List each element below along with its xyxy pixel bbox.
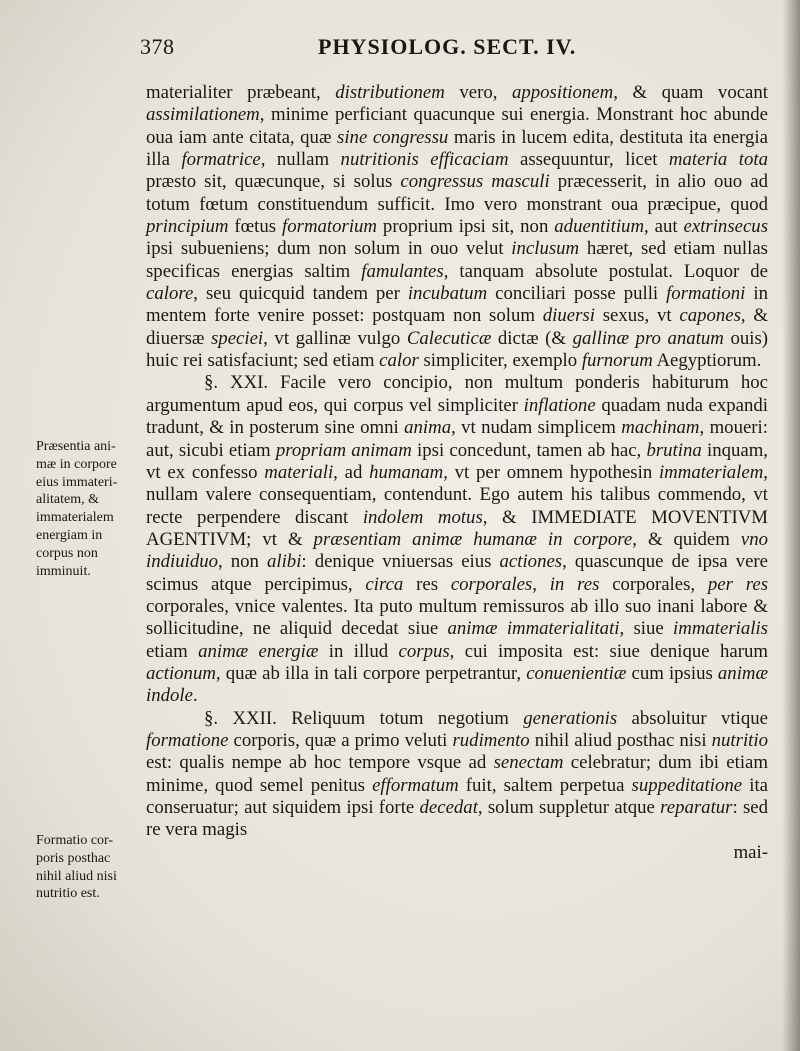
italic-run: furnorum — [581, 350, 653, 372]
text-run: , non — [218, 551, 267, 573]
text-run: , aut — [644, 216, 684, 238]
italic-run: speciei — [211, 327, 264, 349]
text-run: præcesserit, in alio ouo ad totum fœtum constituendum sufficit. Imo vero monstrant oua præcipue, quod — [146, 171, 768, 215]
margin-note-line: corpus non — [36, 545, 98, 561]
margin-note-line: Formatio cor- — [36, 833, 114, 848]
text-run: , quascunque de ipsa vere scimus atque percipimus, — [146, 551, 768, 595]
italic-run: conuenientiæ — [526, 662, 627, 684]
text-run: nihil aliud posthac nisi — [529, 729, 712, 751]
italic-run: appositionem — [511, 82, 614, 103]
italic-run: sine congressu — [337, 126, 449, 148]
text-run: fuit, saltem perpetua — [458, 774, 632, 796]
paragraph-continued — [146, 82, 768, 372]
section-number-21: §. XXI. — [204, 372, 269, 394]
italic-run: senectam — [493, 752, 564, 774]
italic-run: indolem motus — [362, 506, 483, 528]
margin-note-line: imminuit. — [36, 563, 91, 579]
italic-run: immaterialis — [673, 618, 768, 640]
italic-run: animæ immaterialitati — [447, 618, 620, 640]
body-text — [146, 82, 768, 864]
margin-note-formation — [36, 832, 146, 903]
text-run: absoluitur vtique — [617, 707, 768, 729]
italic-run: distributionem — [335, 82, 445, 103]
italic-run: inflatione — [523, 394, 596, 416]
text-run: dictæ (& — [491, 327, 573, 349]
italic-run: efformatum — [372, 774, 459, 796]
italic-run: extrinsecus — [683, 216, 769, 238]
italic-run: gallinæ pro anatum — [572, 327, 724, 349]
text-run: sexus, vt — [594, 305, 680, 327]
text-run: simpliciter, exemplo — [418, 350, 582, 372]
italic-run: rudimento — [452, 729, 530, 751]
italic-run: assimilationem — [146, 104, 260, 126]
text-run: in mentem forte venire posset: postquam non solum — [146, 283, 768, 327]
italic-run: actionum — [146, 662, 216, 684]
italic-run: famulantes — [361, 260, 444, 282]
text-run: , solum suppletur atque — [477, 797, 661, 818]
text-run: , vt nudam simplicem — [451, 417, 622, 439]
italic-run: immaterialem — [658, 461, 764, 483]
text-run: ita conseruatur; aut siquidem ipsi forte — [146, 774, 768, 818]
italic-run: diuersi — [542, 305, 595, 327]
italic-run: corporales — [450, 573, 533, 595]
text-run: in illud — [318, 640, 399, 662]
italic-run: humanam — [369, 461, 444, 483]
italic-run: animæ energiæ — [198, 640, 319, 662]
italic-run: incubatum — [407, 283, 488, 305]
text-run: materialiter præbeant, — [146, 82, 336, 103]
text-run: Facile vero concipio, non multum ponderis habiturum hoc argumentum apud eos, qui corpus vel simpliciter — [146, 372, 768, 416]
italic-run: propriam animam — [275, 439, 412, 461]
italic-run: materiali — [264, 461, 334, 483]
text-run: fœtus — [228, 216, 283, 238]
text-run: , tanquam absolute postulat. Loquor de — [443, 260, 768, 282]
italic-run: anima — [404, 417, 452, 439]
text-run: assequuntur, licet — [508, 149, 669, 171]
italic-run: nutritio — [711, 729, 768, 751]
italic-run: circa — [365, 573, 404, 595]
text-run: , minime perficiant quacunque sui energia. Monstrant hoc abunde oua iam ante citata, quæ — [146, 104, 768, 148]
text-run: hæret, sed etiam nullas specificas energias saltim — [146, 238, 768, 282]
italic-run: per res — [707, 573, 768, 595]
text-run: etiam — [146, 640, 199, 662]
page-gutter-shadow — [782, 0, 800, 1051]
text-run: Reliquum totum negotium — [276, 707, 524, 729]
text-run: ipsi concedunt, tamen ab hac, — [411, 439, 647, 461]
italic-run: aduentitium — [554, 216, 645, 238]
text-run: maris in lucem edita, destituta ita energia illa — [146, 126, 768, 171]
margin-note-presence-of-soul — [36, 438, 146, 580]
text-run: cum ipsius — [626, 662, 718, 684]
text-run: : sed re vera magis — [146, 797, 769, 841]
margin-note-line: immaterialem — [36, 510, 114, 526]
italic-run: corpus — [398, 640, 450, 662]
margin-note-line: eius immateri- — [36, 474, 118, 490]
italic-run: Calecuticæ — [406, 327, 492, 349]
italic-run: machinam — [621, 417, 700, 439]
text-run: præsto sit, quæcunque, si solus — [146, 171, 401, 193]
text-run: , cui imposita est: siue denique harum — [449, 640, 768, 662]
text-run: , siue — [619, 618, 674, 640]
text-run: corporales, vnice valentes. Ita puto multum remissuros ab illo suo inani labore & sollicitudine, ne aliquid decedat siue — [146, 595, 768, 640]
running-head: PHYSIOLOG. SECT. IV. — [318, 34, 577, 59]
text-run: conciliari posse pulli — [487, 283, 667, 305]
margin-note-line: nutritio est. — [36, 886, 100, 902]
paragraph-21-text — [146, 372, 768, 706]
italic-run: alibi — [266, 551, 302, 573]
text-run: , quæ ab illa in tali corpore perpetrantur, — [215, 662, 527, 684]
italic-run: reparatur — [660, 797, 733, 818]
text-run: , nullam valere consequentiam, contendunt. Ego autem his talibus commendo, vt recte perpendere discant — [146, 461, 768, 528]
page-number: 378 — [140, 34, 175, 59]
text-run: res — [403, 573, 451, 595]
italic-run: præsentiam animæ humanæ in corpore — [313, 528, 633, 550]
text-run: quadam nuda expandi tradunt, & in posterum sine omni — [146, 394, 769, 439]
margin-note-line: Præsentia ani- — [36, 439, 116, 454]
text-run: , seu quicquid tandem per — [193, 283, 408, 305]
catchword: mai- — [733, 841, 768, 863]
text-run: , — [532, 573, 550, 595]
text-run: . — [192, 685, 198, 707]
italic-run: actiones — [499, 551, 563, 573]
text-run: vero, — [444, 82, 512, 103]
italic-run: vno indiuiduo — [146, 528, 768, 573]
text-run: inquam, vt ex confesso — [146, 439, 768, 483]
italic-run: formatorium — [282, 216, 377, 238]
italic-run: calore — [146, 283, 194, 305]
italic-run: animæ indole — [146, 662, 768, 707]
text-run: , ad — [333, 461, 370, 483]
margin-note-line: nihil aliud nisi — [36, 868, 117, 884]
text-run: corporales, — [599, 573, 708, 595]
text-run: , moueri: aut, sicubi etiam — [146, 417, 768, 461]
margin-note-line: alitatem, & — [36, 492, 99, 508]
italic-run: inclusum — [511, 238, 580, 260]
paragraph-section-21 — [146, 372, 768, 707]
text-run: , & diuersæ — [146, 305, 769, 349]
text-run: Aegyptiorum. — [652, 350, 762, 372]
text-run: , vt gallinæ vulgo — [263, 327, 407, 349]
text-run: : denique vniuersas eius — [301, 551, 500, 573]
text-run: proprium ipsi sit, non — [377, 216, 555, 238]
italic-run: principium — [146, 216, 229, 238]
margin-note-line: poris posthac — [36, 850, 111, 866]
italic-run: brutina — [646, 439, 702, 461]
text-run: ouis) huic rei satisfaciunt; sed etiam — [146, 327, 769, 372]
paragraph-section-22 — [146, 708, 768, 842]
page-header — [140, 34, 760, 64]
italic-run: nutritionis efficaciam — [340, 149, 509, 171]
italic-run: congressus masculi — [400, 171, 550, 193]
section-number-22: §. XXII. — [204, 707, 277, 729]
italic-run: generationis — [523, 707, 618, 729]
italic-run: in res — [549, 573, 600, 595]
text-run: , nullam — [260, 149, 341, 171]
text-run: ipsi subueniens; dum non solum in ouo velut — [146, 238, 512, 260]
italic-run: materia tota — [668, 149, 768, 171]
italic-run: calor — [379, 350, 419, 372]
text-run: corporis, quæ a primo veluti — [228, 729, 453, 751]
text-run: , & quam vocant — [613, 82, 768, 103]
text-run: , & quidem — [632, 528, 741, 550]
italic-run: capones — [679, 305, 741, 327]
margin-note-line: mæ in corpore — [36, 456, 117, 472]
italic-run: formatione — [146, 729, 229, 751]
margin-note-line: energiam in — [36, 527, 103, 543]
text-run: celebratur; dum ibi etiam minime, quod semel penitus — [146, 752, 768, 796]
text-run: , & IMMEDIATE MOVENTIVM AGENTIVM; vt & — [146, 506, 768, 550]
italic-run: formatrice — [181, 149, 261, 171]
italic-run: suppeditatione — [631, 774, 743, 796]
italic-run: decedat — [419, 797, 478, 818]
text-run: , vt per omnem hypothesin — [443, 461, 659, 483]
text-run: est: qualis nempe ab hoc tempore vsque ad — [146, 752, 494, 774]
italic-run: formationi — [666, 283, 746, 305]
